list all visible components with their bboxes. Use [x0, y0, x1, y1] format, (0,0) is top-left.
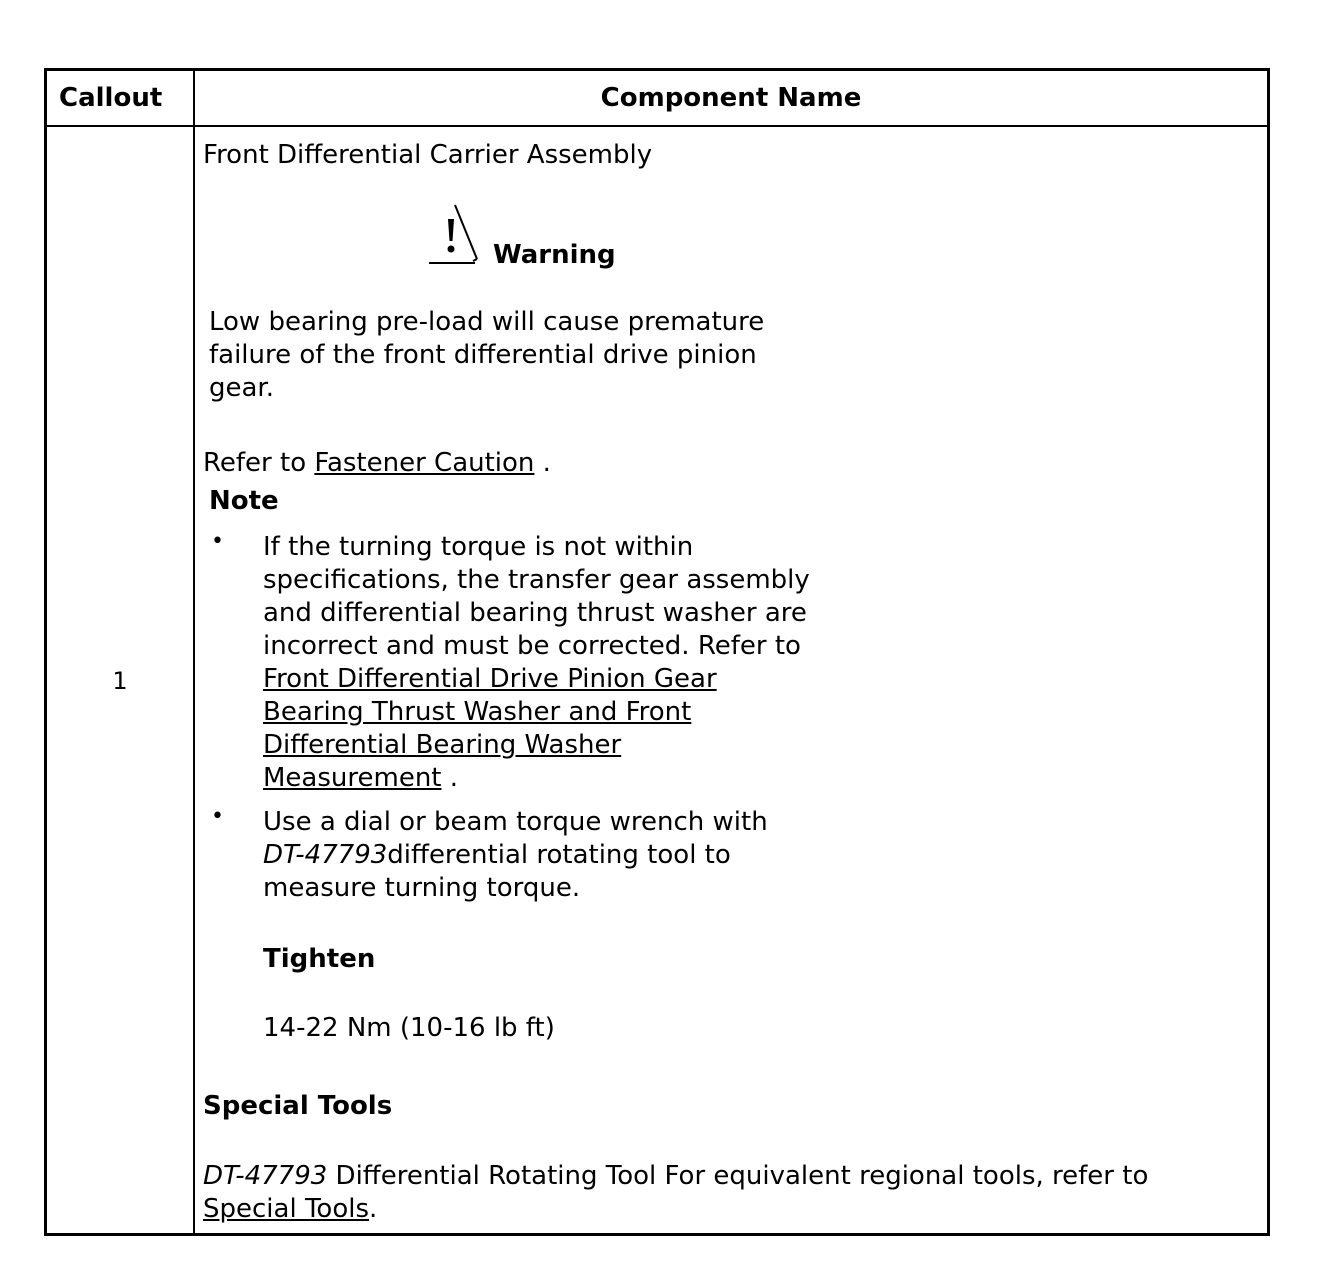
tool-number: DT-47793 — [263, 840, 388, 870]
note-title: Note — [209, 486, 279, 516]
measurement-link[interactable]: Measurement — [263, 763, 442, 793]
note-bullet2-line-3: measure turning torque. — [263, 873, 581, 903]
note-bullet1-line-3: and differential bearing thrust washer are — [263, 598, 807, 628]
fastener-caution-link[interactable]: Fastener Caution — [314, 448, 535, 478]
special-tools-suffix: . — [369, 1194, 378, 1224]
column-divider — [193, 71, 195, 1233]
note-bullet2-line-1: Use a dial or beam torque wrench with — [263, 807, 768, 837]
special-tools-title: Special Tools — [203, 1091, 393, 1121]
note-bullet1-line-1: If the turning torque is not within — [263, 532, 694, 562]
warning-text-line-3: gear. — [209, 373, 274, 403]
special-tool-number: DT-47793 — [203, 1161, 328, 1191]
warning-triangle-icon — [427, 201, 483, 272]
component-table — [44, 68, 1270, 1236]
note-bullet2-line-2 — [263, 839, 731, 872]
header-callout: Callout — [59, 83, 163, 113]
refer-suffix: . — [534, 448, 551, 478]
warning-text-line-2: failure of the front differential drive pinion — [209, 340, 757, 370]
header-component-name: Component Name — [600, 83, 862, 113]
pinion-gear-link-line-2[interactable]: Bearing Thrust Washer and Front — [263, 697, 692, 727]
bullet-dot: • — [211, 529, 224, 554]
refer-prefix: Refer to — [203, 448, 315, 478]
special-tools-text: Differential Rotating Tool For equivalent regional tools, refer to — [327, 1161, 1149, 1191]
special-tools-ref-line — [203, 1193, 377, 1226]
refer-line — [203, 447, 551, 480]
header-divider — [47, 125, 1267, 127]
warning-label: Warning — [493, 240, 616, 270]
pinion-gear-link-line-1[interactable]: Front Differential Drive Pinion Gear — [263, 664, 717, 694]
bullet1-suffix: . — [441, 763, 459, 793]
tighten-label: Tighten — [263, 944, 376, 974]
tighten-value: 14-22 Nm (10-16 lb ft) — [263, 1013, 555, 1043]
note-bullet1-line-2: specifications, the transfer gear assembly — [263, 565, 810, 595]
bullet2-rest: differential rotating tool to — [387, 840, 731, 870]
pinion-gear-link-line-3[interactable]: Differential Bearing Washer — [263, 730, 622, 760]
special-tools-line — [203, 1160, 1148, 1193]
special-tools-link[interactable]: Special Tools — [203, 1194, 369, 1224]
warning-text-line-1: Low bearing pre-load will cause premature — [209, 307, 765, 337]
callout-number: 1 — [112, 667, 128, 695]
note-bullet1-line-4: incorrect and must be corrected. Refer to — [263, 631, 801, 661]
bullet-dot: • — [211, 804, 224, 829]
pinion-gear-link-line-4 — [263, 762, 458, 795]
component-title: Front Differential Carrier Assembly — [203, 140, 653, 170]
